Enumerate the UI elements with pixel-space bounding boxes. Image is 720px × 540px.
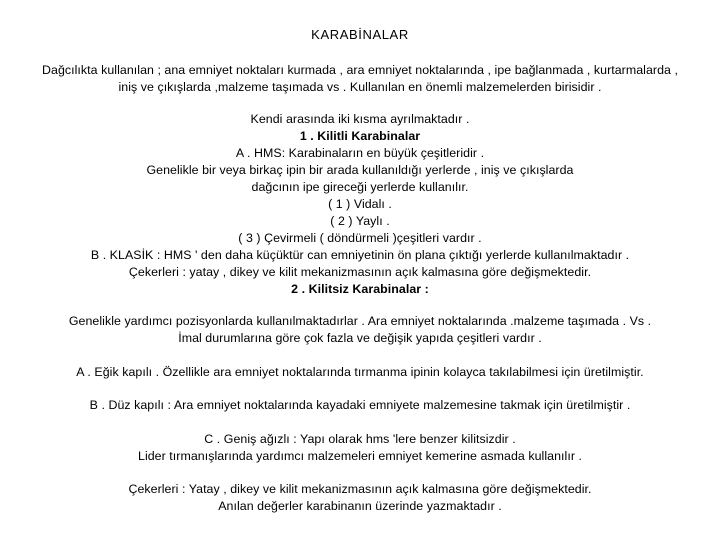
lock-type-twist: ( 3 ) Çevirmeli ( döndürmeli )çeşitleri vardır . <box>238 231 482 245</box>
lock-type-spring: ( 2 ) Yaylı . <box>330 214 390 228</box>
closing-line-2: Anılan değerler karabinanın üzerinde yazmaktadır . <box>218 499 502 513</box>
non-locking-intro-line-1: Genelikle yardımcı pozisyonlarda kullanılmaktadırlar . Ara emniyet noktalarında .malzeme taşımada . Vs . <box>68 314 652 328</box>
intro-line-2: iniş ve çıkışlarda ,malzeme taşımada vs . Kullanılan en önemli malzemelerden birisidir . <box>118 80 602 94</box>
wide-mouth-line-2: Lider tırmanışlarında yardımcı malzemeleri emniyet kemerine asmada kullanılır . <box>138 449 582 463</box>
non-locking-carabiners-heading: 2 . Kilitsiz Karabinalar : <box>291 282 429 296</box>
non-locking-intro-line-2: İmal durumlarına göre çok fazla ve değişik yapıda çeşitleri vardır . <box>178 331 542 345</box>
classic-types-line: Çekerleri : yatay , dikey ve kilit mekanizmasının açık kalmasına göre değişmektedir. <box>128 265 592 279</box>
bent-gate-line: A . Eğik kapılı . Özellikle ara emniyet noktalarında tırmanma ipinin kolayca takılabilmesi için üretilmiştir. <box>76 365 644 379</box>
classic-line: B . KLASİK : HMS ' den daha küçüktür can emniyetinin ön plana çıktığı yerlerde kullanılmaktadır . <box>90 248 630 262</box>
page-title: KARABİNALAR <box>311 27 409 42</box>
hms-description-line-1: Genelikle bir veya birkaç ipin bir arada kullanıldığı yerlerde , iniş ve çıkışlarda <box>146 163 574 177</box>
hms-heading: A . HMS: Karabinaların en büyük çeşitleridir . <box>235 146 485 160</box>
closing-line-1: Çekerleri : Yatay , dikey ve kilit mekanizmasının açık kalmasına göre değişmektedir. <box>128 482 592 496</box>
straight-gate-line: B . Düz kapılı : Ara emniyet noktalarında kayadaki emniyete malzemesine takmak için üretilmiştir . <box>89 398 631 412</box>
locking-carabiners-heading: 1 . Kilitli Karabinalar <box>299 129 421 143</box>
intro-line-1: Dağcılıkta kullanılan ; ana emniyet noktaları kurmada , ara emniyet noktalarında , ipe bağlanmada , kurtarmalarda , <box>42 63 678 77</box>
hms-description-line-2: dağcının ipe gireceği yerlerde kullanılır. <box>251 180 469 194</box>
lock-type-screw: ( 1 ) Vidalı . <box>328 197 392 211</box>
split-intro: Kendi arasında iki kısma ayrılmaktadır . <box>250 112 470 126</box>
wide-mouth-line-1: C . Geniş ağızlı : Yapı olarak hms 'lere benzer kilitsizdir . <box>204 432 516 446</box>
